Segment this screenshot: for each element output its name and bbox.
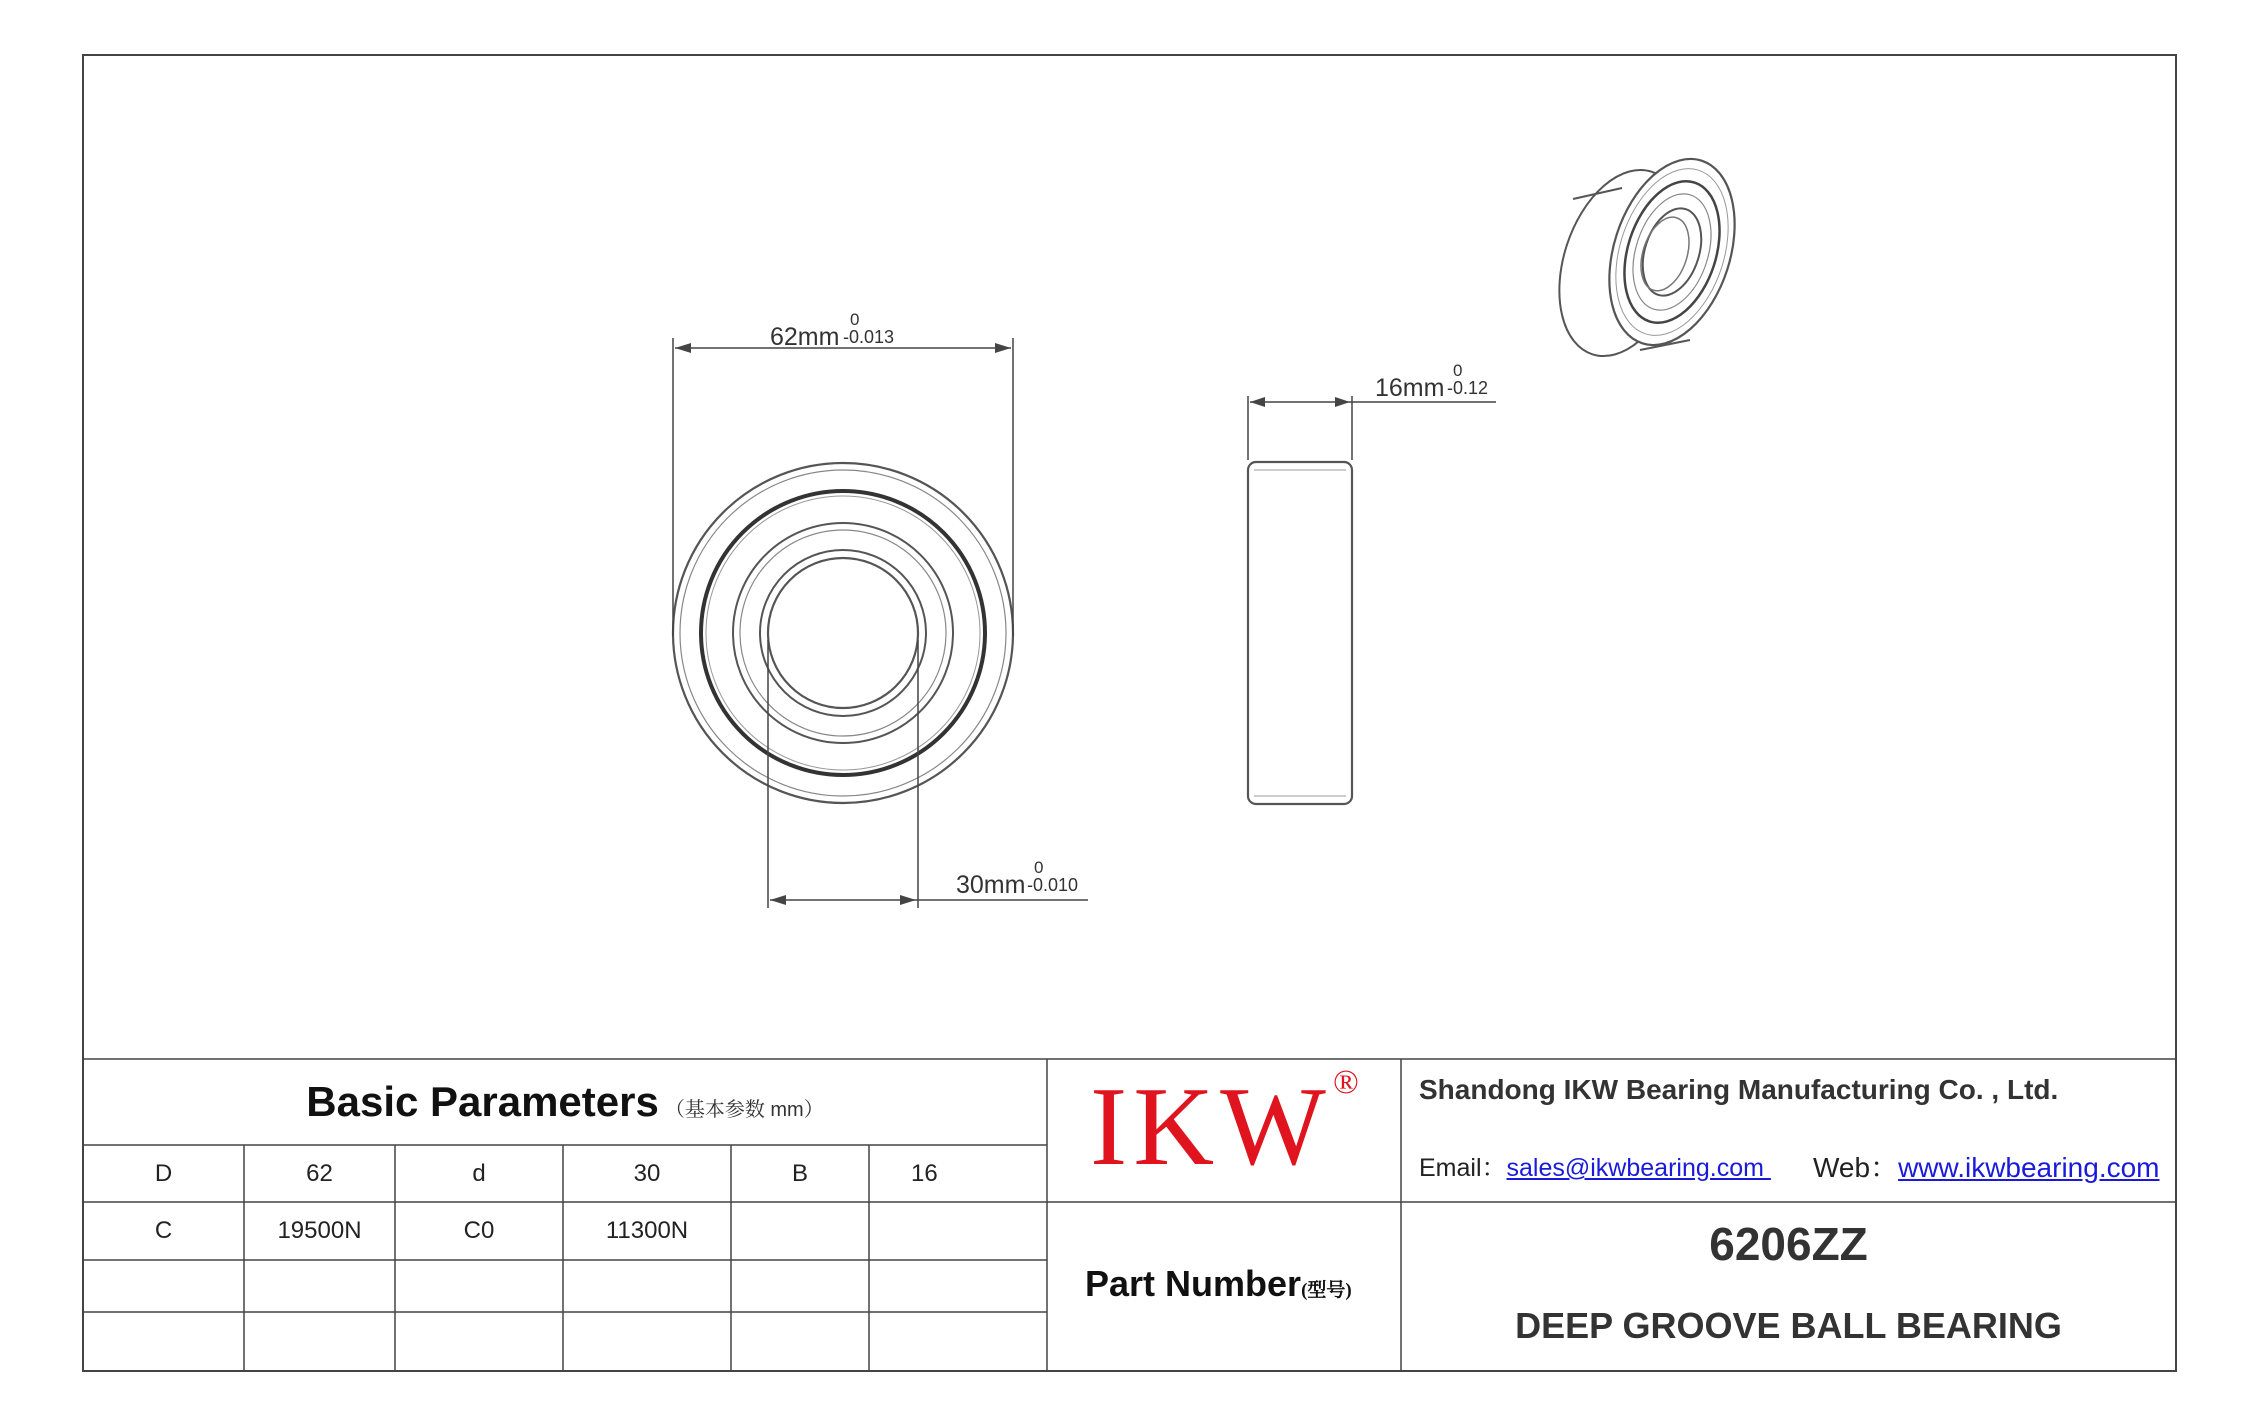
part-description: DEEP GROOVE BALL BEARING (1515, 1305, 2062, 1346)
web-link[interactable]: www.ikwbearing.com (1898, 1152, 2160, 1183)
param-cell: 19500N (277, 1217, 362, 1244)
outer-diameter-label: 62mm (770, 323, 840, 351)
width-tol-upper: 0 (1453, 361, 1463, 380)
email-label: Email： (1419, 1154, 1507, 1182)
width-label: 16mm (1375, 374, 1445, 402)
part-number-value: 6206ZZ (1709, 1218, 1868, 1270)
param-cell: 16 (911, 1159, 938, 1187)
part-number-label-group (1085, 1263, 1352, 1305)
width-tol-lower: -0.12 (1447, 378, 1489, 398)
params-title-note: （基本参数 mm） (664, 1098, 824, 1121)
ikw-logo (1090, 1065, 1390, 1195)
param-cell: D (154, 1159, 173, 1187)
web-line (1813, 1146, 2160, 1186)
contact-line (1419, 1148, 1771, 1184)
param-cell (869, 1202, 1047, 1260)
logo-text: IKW (1090, 1065, 1332, 1189)
params-title: Basic Parameters (306, 1078, 659, 1125)
param-cell: C (154, 1217, 173, 1244)
registered-mark: ® (1333, 1064, 1359, 1101)
param-cell: C0 (463, 1217, 495, 1244)
bearing-isometric-view (1537, 143, 1757, 372)
outer-diameter-tol-upper: 0 (850, 310, 860, 329)
param-cell: 62 (306, 1159, 333, 1187)
company-name: Shandong IKW Bearing Manufacturing Co. , Ltd. (1419, 1074, 2059, 1105)
param-cell: 11300N (605, 1217, 689, 1244)
inner-diameter-label: 30mm (956, 871, 1026, 899)
part-number-label: Part Number (1085, 1263, 1302, 1304)
inner-diameter-tol-lower: -0.010 (1027, 875, 1079, 895)
bearing-side-view (1248, 462, 1352, 804)
param-cell: d (472, 1159, 486, 1187)
param-cell: B (791, 1159, 808, 1187)
email-link[interactable]: sales@ikwbearing.com (1506, 1154, 1771, 1182)
inner-diameter-tol-upper: 0 (1034, 858, 1044, 877)
part-number-label-note: (型号) (1301, 1280, 1352, 1301)
param-cell (731, 1202, 869, 1260)
params-title-row (83, 1059, 1047, 1145)
outer-diameter-dimension (673, 338, 1013, 636)
web-label: Web： (1813, 1152, 1899, 1183)
width-dimension (1248, 396, 1496, 460)
outer-diameter-tol-lower: -0.013 (843, 327, 895, 347)
bearing-front-view (673, 463, 1013, 803)
param-cell: 30 (633, 1159, 661, 1187)
